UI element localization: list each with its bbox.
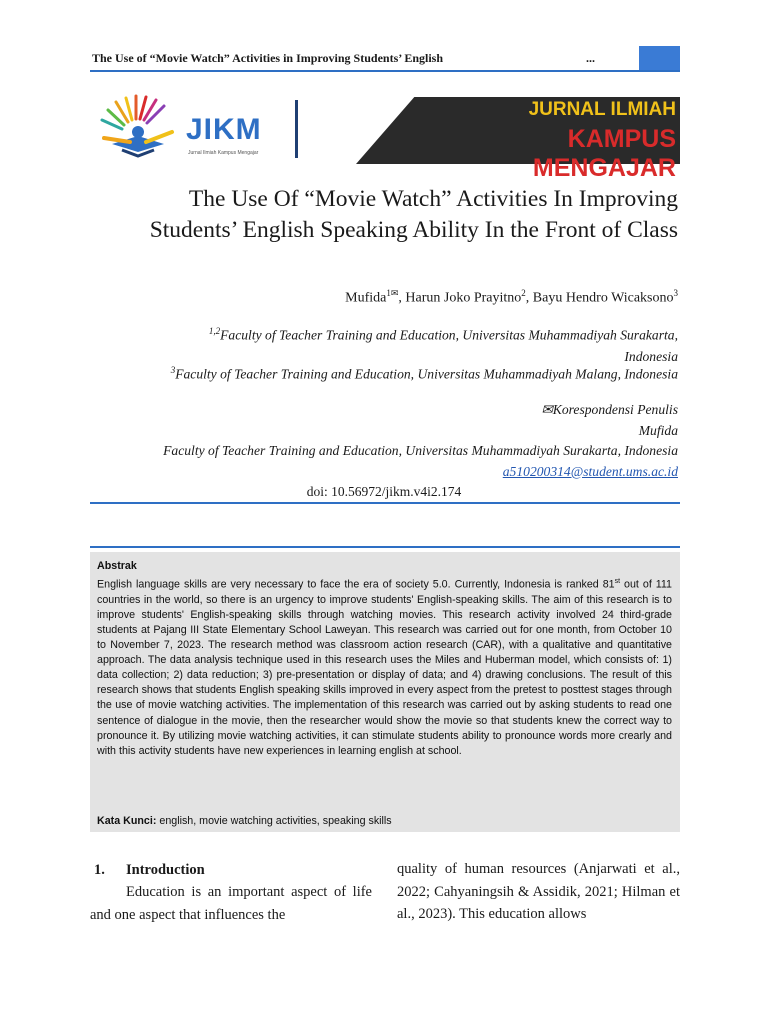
journal-name-line2: KAMPUS MENGAJAR	[532, 125, 676, 182]
author-list: Mufida$^{1✉}$, Harun Joko Prayitno$^2$, Bayu Hendro Wicaksono$^3$	[345, 288, 678, 306]
journal-name-line1: JURNAL ILMIAH	[528, 99, 676, 120]
author-3: Bayu Hendro Wicaksono	[532, 290, 674, 306]
affiliation-1-country: Indonesia	[624, 348, 678, 364]
doi: doi: 10.56972/jikm.v4i2.174	[306, 484, 462, 499]
affiliation-2-sup: 3	[170, 365, 176, 375]
article-title-line1: The Use Of “Movie Watch” Activities In Improving	[188, 186, 678, 212]
jikm-logo-subtitle: Jurnal Ilmiah Kampus Mengajar	[188, 150, 259, 156]
author-1: Mufida	[345, 290, 387, 306]
body-column-left: Education is an important aspect of life and one aspect that influences the	[90, 884, 372, 923]
banner-divider	[295, 100, 298, 158]
author-2-sup: 2	[521, 288, 526, 298]
body-column-right: quality of human resources (Anjarwati et al., 2022; Cahyaningsih & Assidik, 2021; Hilman et al., 2023). This education allows	[397, 861, 680, 922]
section-heading: Introduction	[126, 862, 205, 878]
keywords-label: Kata Kunci:	[97, 815, 157, 827]
header-rule	[90, 70, 680, 72]
article-title-line2: Students’ English Speaking Ability In the Front of Class	[149, 217, 678, 243]
abstract-content	[97, 559, 672, 759]
author-3-sup: 3	[673, 288, 678, 298]
running-header-title: The Use of “Movie Watch” Activities in Improving Students’ English	[92, 51, 444, 65]
running-header-ellipsis: ...	[586, 51, 595, 65]
affiliation-1-sup: 1,2	[208, 326, 221, 336]
affiliation-2-text: Faculty of Teacher Training and Education, Universitas Muhammadiyah Malang, Indonesia	[175, 366, 678, 382]
doi-rule	[90, 502, 680, 504]
abstract-heading: Abstrak	[97, 560, 137, 572]
section-number: 1.	[94, 862, 105, 878]
abstract-top-rule	[90, 546, 680, 548]
correspondence-affiliation: Faculty of Teacher Training and Education, Universitas Muhammadiyah Surakarta, Indonesia	[163, 443, 678, 458]
affiliation-2	[90, 360, 678, 385]
ordinal-sup: st	[614, 578, 621, 586]
keywords	[97, 815, 392, 827]
jikm-logo-text: JIKM	[186, 113, 262, 146]
correspondence-label: ✉Korespondensi Penulis	[541, 402, 678, 417]
affiliation-1-text: Faculty of Teacher Training and Education, Universitas Muhammadiyah Surakarta,	[220, 327, 678, 343]
correspondence-email-link[interactable]: a510200314@student.ums.ac.id	[502, 463, 678, 479]
correspondence-name: Mufida	[638, 422, 678, 438]
page-number-box	[639, 46, 680, 72]
correspondence-block	[90, 400, 678, 482]
abstract-text: English language skills are very necessary to face the era of society 5.0. Currently, Indonesia is ranked 81st out of 111 countries in the world, so there is an urgency to improve students' English-speaking skills. The aim of this research is to improve students' English-speaking skills through watching movies. This research activity involved 24 third-grade students at Pajang III State Elementary School Laweyan. This research was carried out for one month, from October 10 to November 7, 2023. The research method was classroom action research (CAR), with a qualitative and quantitative approach. The data analysis technique used in this research uses the Miles and Huberman model, which consists of: 1) data collection; 2) data reduction; 3) pre-presentation or display of data; and 4) drawing conclusions. The result of this research shows that students English speaking skills improved in every aspect from the pretest to posttest stages through the use of movie watching activities. The implementation of this research was carried out by asking students to read one sentence of dialogue in the movie, then the researcher would show the movie so that students knew the correct way to pronounce it. By utilizing movie watching activities, it can stimulate students ability to pronounce words more crearly and with this activity students have new experiences in learning english at school.	[97, 578, 673, 757]
jikm-logo-icon	[94, 92, 186, 164]
author-1-sup: 1✉	[386, 288, 399, 298]
abstract-box	[90, 552, 680, 832]
article-title	[90, 184, 678, 246]
author-2: Harun Joko Prayitno	[405, 290, 522, 306]
keywords-text: english, movie watching activities, speaking skills	[159, 815, 392, 827]
